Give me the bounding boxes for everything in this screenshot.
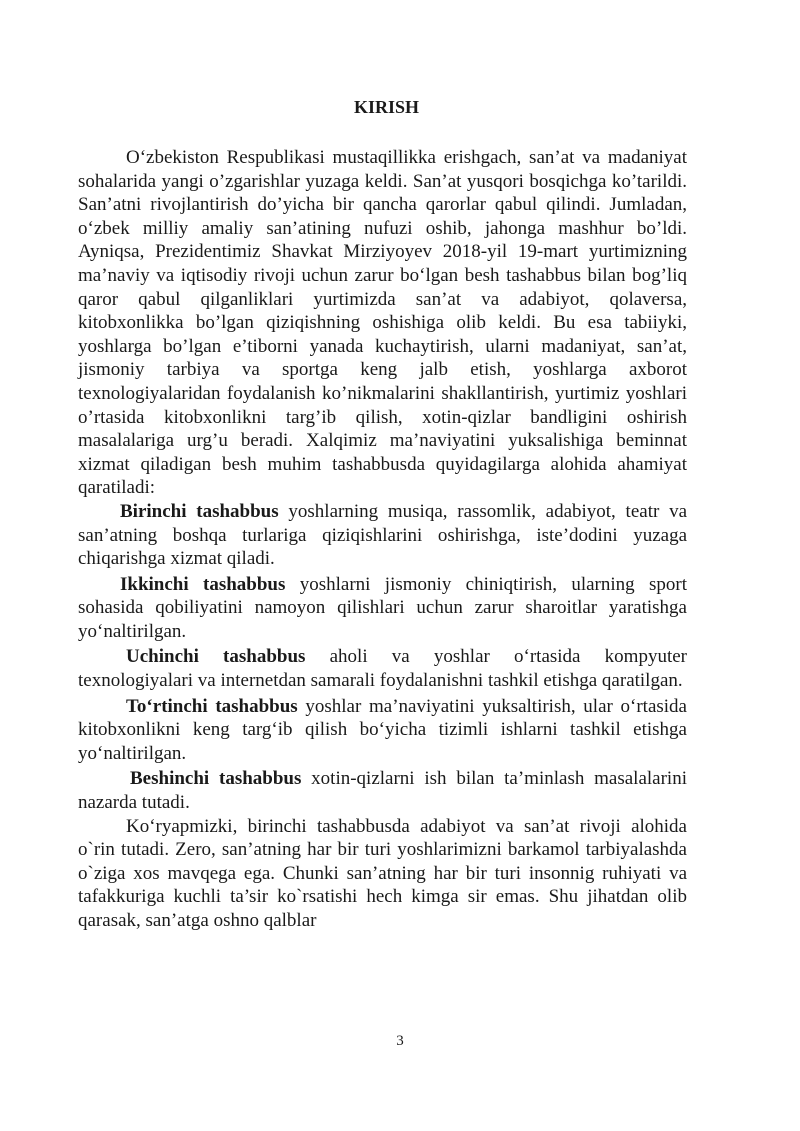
initiative-lead: Uchinchi tashabbus	[126, 646, 306, 668]
page-title: KIRISH	[353, 97, 420, 117]
paragraph-text: aholi va yoshlar o‘rtasida kompyuter texnologiyalari va internetdan samarali foydalanishni tashkil etishga qaratilgan.	[78, 646, 687, 692]
initiative-paragraph-4	[78, 695, 687, 766]
initiative-lead: Beshinchi tashabbus	[130, 768, 302, 790]
document-page	[78, 96, 687, 933]
intro-paragraph	[78, 146, 687, 500]
paragraph-text: Ko‘ryapmizki, birinchi tashabbusda adabiyot va san’at rivoji alohida o`rin tutadi. Zero, san’atning har bir turi yoshlarimizni barkamol tarbiyalashda o`ziga xos mavqega ega. Chunki san’atning har bir turi insonnig ruhiyati va tafakkuriga kuchli ta’sir ko`rsatishi hech kimga sir emas. Shu jihatdan olib qarasak, san’atga oshno qalblar	[78, 815, 687, 931]
initiative-paragraph-2	[78, 573, 687, 644]
initiative-paragraph-5	[78, 767, 687, 814]
paragraph-text: O‘zbekiston Respublikasi mustaqillikka erishgach, san’at va madaniyat sohalarida yangi o’zgarishlar yuzaga keldi. San’at yusqori bosqichga ko’tarildi. San’atni rivojlantirish do’yicha bir qancha qarorlar qabul qilindi. Jumladan, o‘zbek milliy amaliy san’atining nufuzi oshib, jahonga mashhur bo’ldi. Ayniqsa, Prezidentimiz Shavkat Mirziyoyev 2018-yil 19-mart yurtimizning ma’naviy va iqtisodiy rivoji uchun zarur bo‘lgan besh tashabbus bilan bog’liq qaror qabul qilganliklari yurtimizda san’at va adabiyot, qolaversa, kitobxonlikka bo’lgan qiziqishning oshishiga olib keldi. Bu esa tabiiyki, yoshlarga bo’lgan e’tiborni yanada kuchaytirish, ularni madaniyat, san’at, jismoniy tarbiya va sportga keng jalb etish, yoshlarga axborot texnologiyalaridan foydalanish ko’nikmalarini shakllantirish, yurtimiz yoshlari o’rtasida kitobxonlikni targ’ib qilish, xotin-qizlar bandligini oshirish masalalariga urg’u beradi. Xalqimiz ma’naviyatini yuksalishiga beminnat xizmat qiladigan besh muhim tashabbusda quyidagilarga alohida ahamiyat qaratiladi:	[78, 147, 687, 499]
closing-paragraph	[78, 815, 687, 933]
page-number: 3	[396, 1033, 404, 1049]
initiative-lead: To‘rtinchi tashabbus	[126, 695, 298, 717]
initiative-lead: Birinchi tashabbus	[120, 500, 279, 522]
initiative-paragraph-1	[78, 500, 687, 571]
paragraph-text: yoshlarning musiqa, rassomlik, adabiyot, teatr va san’atning boshqa turlariga qiziqishlarini oshirishga, iste’dodini yuzaga chiqarishga xizmat qiladi.	[78, 500, 687, 570]
paragraph-text: yoshlar ma’naviyatini yuksaltirish, ular o‘rtasida kitobxonlikni keng targ‘ib qilish bo‘yicha tizimli ishlarni tashkil etishga yo‘naltirilgan.	[78, 695, 687, 764]
initiative-paragraph-3	[78, 645, 687, 692]
initiative-lead: Ikkinchi tashabbus	[120, 573, 286, 595]
paragraph-text: yoshlarni jismoniy chiniqtirish, ularning sport sohasida qobiliyatini namoyon qilishlari uchun zarur sharoitlar yaratishga yo‘naltirilgan.	[78, 573, 687, 642]
paragraph-text: xotin-qizlarni ish bilan ta’minlash masalalarini nazarda tutadi.	[78, 768, 687, 814]
